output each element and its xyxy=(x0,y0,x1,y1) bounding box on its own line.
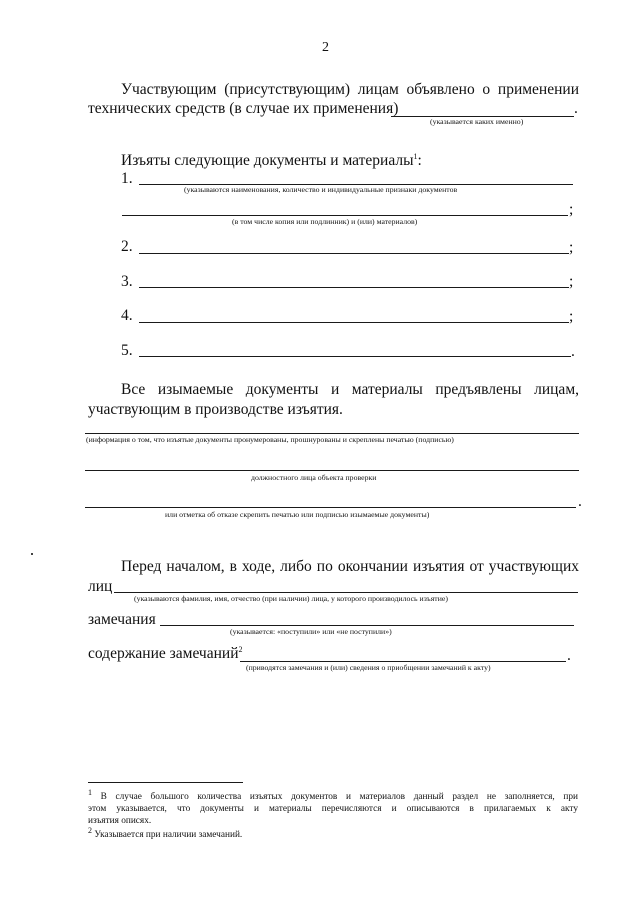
remarks-fill-line xyxy=(160,625,574,626)
presented-fill-line2 xyxy=(85,470,579,471)
tech-means-end: . xyxy=(574,100,578,117)
remarks-line1: Перед началом, в ходе, либо по окончании изъятия от участвующих xyxy=(121,558,579,575)
remarks-hint: (указывается: «поступили» или «не поступили») xyxy=(230,627,392,636)
item-2-line xyxy=(139,253,569,254)
presented-line2: участвующим в производстве изъятия. xyxy=(88,401,343,418)
item-1-number: 1. xyxy=(121,170,133,187)
footnote-ref-2: 2 xyxy=(238,645,243,654)
item-3-semicolon: ; xyxy=(569,273,574,290)
item-3-number: 3. xyxy=(121,273,133,290)
item-1-line2 xyxy=(122,215,568,216)
presented-fill-line1 xyxy=(85,433,579,434)
footnote-1: $^1$ В случае большого количества изъятых документов и материалов данный раздел не заполняется, при этом указывается, что документы и материалы перечисляются и описываются в прилагаемых к акту изъятия описях. xyxy=(88,788,578,827)
item-4-number: 4. xyxy=(121,307,133,324)
item-5-dot: . xyxy=(571,343,575,360)
presented-hint2: должностного лица объекта проверки xyxy=(251,473,377,482)
page-number: 2 xyxy=(322,40,329,55)
item-2-number: 2. xyxy=(121,238,133,255)
persons-fill-line xyxy=(114,592,578,593)
item-1-semicolon: ; xyxy=(569,201,574,218)
presented-dot: . xyxy=(578,493,582,510)
persons-label: лиц xyxy=(88,578,113,595)
tech-means-line1: Участвующим (присутствующим) лицам объявлено о применении xyxy=(121,81,579,98)
footnote-ref-1: 1 xyxy=(413,152,418,161)
item-1-hint: (указываются наименования, количество и индивидуальные признаки документов xyxy=(184,185,458,194)
item-4-line xyxy=(139,322,569,323)
item-3-line xyxy=(139,287,569,288)
item-5-number: 5. xyxy=(121,342,133,359)
presented-hint1: (информация о том, что изъятые документы пронумерованы, прошнурованы и скреплены печатью (подписью) xyxy=(86,435,454,444)
content-hint: (приводятся замечания и (или) сведения о приобщении замечаний к акту) xyxy=(246,663,491,672)
tech-means-line2: технических средств (в случае их применения) xyxy=(88,100,399,117)
item-5-line xyxy=(139,356,571,357)
tech-means-hint: (указывается каких именно) xyxy=(430,117,524,126)
item-2-semicolon: ; xyxy=(569,239,574,256)
presented-fill-line3 xyxy=(85,507,576,508)
content-fill-line xyxy=(240,661,566,662)
presented-line1: Все изымаемые документы и материалы предъявлены лицам, xyxy=(121,381,579,398)
persons-hint: (указываются фамилия, имя, отчество (при наличии) лица, у которого производилось изъятие) xyxy=(134,594,448,603)
content-dot: . xyxy=(567,647,571,664)
presented-hint3: или отметка об отказе скрепить печатью или подписью изымаемые документы) xyxy=(165,510,430,519)
item-4-semicolon: ; xyxy=(569,308,574,325)
footnote-separator xyxy=(88,782,243,783)
remarks-label: замечания xyxy=(88,611,156,628)
scan-speck xyxy=(31,553,33,555)
content-label: содержание замечаний$^2$ xyxy=(88,645,243,663)
item-1-hint2: (в том числе копия или подлинник) и (или) материалов) xyxy=(232,217,418,226)
footnote-2: $^2$ Указывается при наличии замечаний. xyxy=(88,826,243,841)
seized-heading: Изъяты следующие документы и материалы$^1$: xyxy=(121,152,422,170)
